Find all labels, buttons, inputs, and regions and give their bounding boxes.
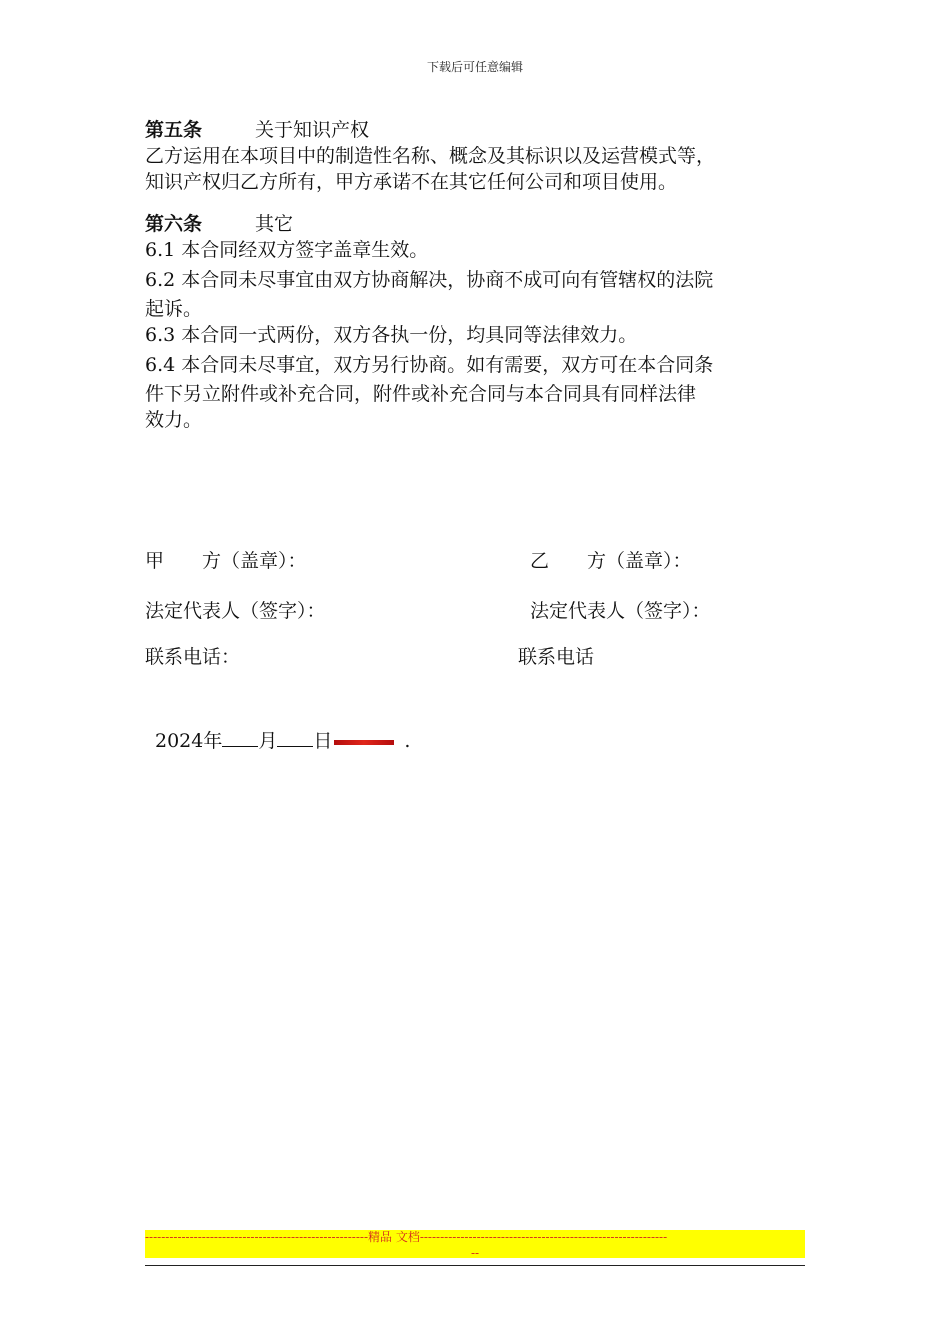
article6-heading-row [145,211,293,237]
footer-line-1: -------------------------------------------------------精品 文档------------------------------------------------------------- [145,1230,668,1244]
article6-line-6: 件下另立附件或补充合同，附件或补充合同与本合同具有同样法律 [145,383,697,405]
month-blank [222,728,258,747]
article6-line-3: 起诉。 [145,298,203,320]
article5-line-1: 乙方运用在本项目中的制造性名称、概念及其标识以及运营模式等， [145,145,716,167]
party-b-stamp-label: 乙 方（盖章）： [530,550,692,572]
article6-title: 其它 [255,213,294,235]
article6-line-1: 6.1 本合同经双方签字盖章生效。 [145,239,429,261]
article5-line-2: 知识产权归乙方所有，甲方承诺不在其它任何公司和项目使用。 [145,171,678,193]
article6-heading: 第六条 [145,213,203,235]
party-a-rep-label: 法定代表人（签字）： [145,600,326,622]
date-line [155,728,410,754]
header-note: 下载后可任意编辑 [426,60,523,74]
party-a-phone-label: 联系电话： [145,646,241,668]
date-month-unit: 月 [258,730,278,752]
article6-line-2: 6.2 本合同未尽事宜由双方协商解决，协商不成可向有管辖权的法院 [145,269,714,291]
footer-line-2: -- [470,1246,480,1260]
article6-line-4: 6.3 本合同一式两份，双方各执一份，均具同等法律效力。 [145,324,638,346]
date-day-unit: 日 [313,730,333,752]
party-b-rep-label: 法定代表人（签字）： [530,600,711,622]
date-year-unit: 年 [203,730,223,752]
party-a-stamp-label: 甲 方（盖章）： [145,550,307,572]
party-b-phone-label: 联系电话 [518,646,595,668]
date-year: 2024 [155,730,204,752]
footer-rule [145,1265,805,1266]
article5-heading-row [145,117,369,143]
article6-line-7: 效力。 [145,409,203,431]
article6-line-5: 6.4 本合同未尽事宜，双方另行协商。如有需要，双方可在本合同条 [145,354,714,376]
article5-title: 关于知识产权 [255,119,370,141]
day-blank [277,728,313,747]
date-trailing: . [404,730,411,752]
article5-heading: 第五条 [145,119,203,141]
red-mark [334,740,394,745]
